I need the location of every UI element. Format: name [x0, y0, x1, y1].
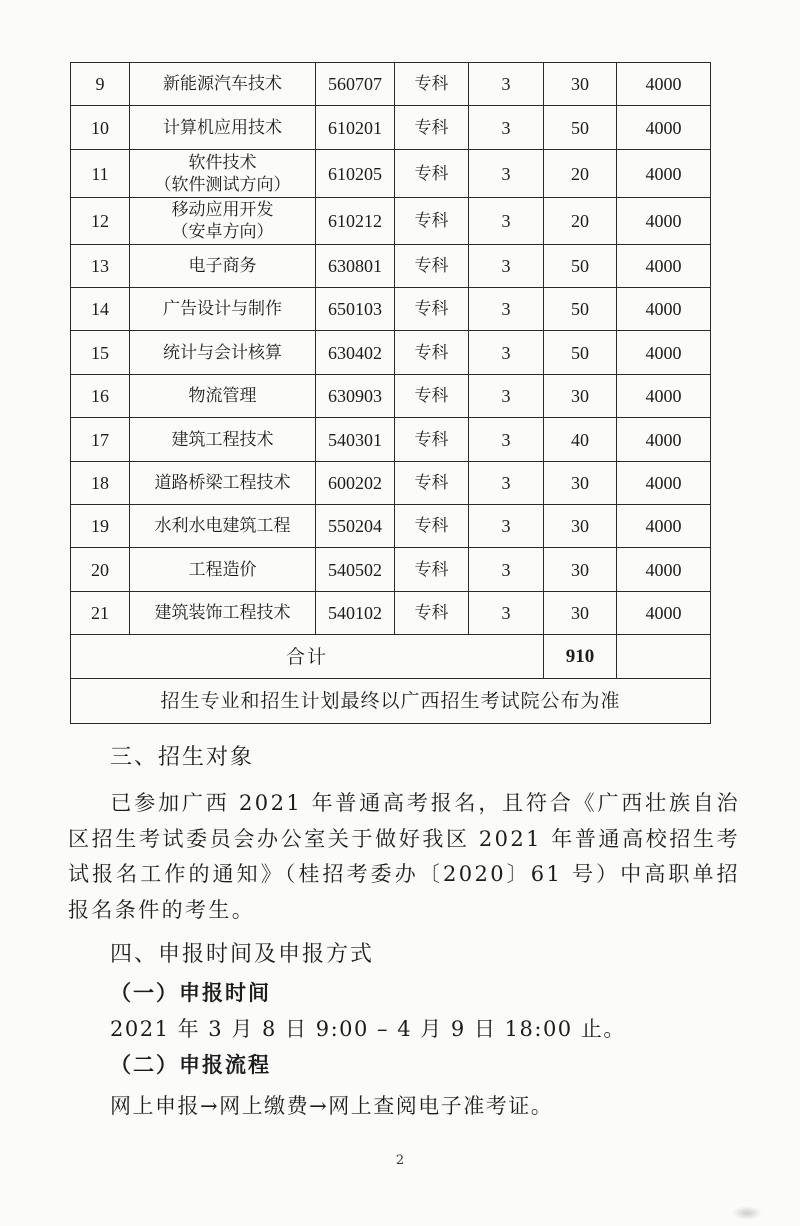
- plan-count-cell: 30: [544, 548, 617, 592]
- major-name-cell: [130, 150, 316, 198]
- tuition-cell: 4000: [617, 462, 711, 505]
- major-code-cell: 540502: [316, 548, 395, 592]
- major-code-cell: 550204: [316, 505, 395, 548]
- tuition-cell: 4000: [617, 505, 711, 548]
- years-cell: 3: [469, 505, 544, 548]
- plan-count-cell: 30: [544, 63, 617, 106]
- major-name-line: （软件测试方向）: [154, 174, 291, 195]
- section-4-title: 四、申报时间及申报方式: [110, 942, 375, 967]
- major-name-line: 新能源汽车技术: [163, 74, 282, 94]
- major-name-cell: [130, 106, 316, 150]
- level-cell: 专科: [395, 288, 469, 331]
- table-row: [71, 592, 711, 635]
- major-code-cell: 560707: [316, 63, 395, 106]
- major-name-line: 统计与会计核算: [163, 342, 282, 363]
- total-value: 910: [544, 635, 617, 679]
- years-cell: 3: [469, 106, 544, 150]
- major-code-cell: 610205: [316, 150, 395, 198]
- enrollment-plan-table: [70, 62, 711, 724]
- row-number-cell: 13: [71, 245, 130, 288]
- major-code-cell: 600202: [316, 462, 395, 505]
- table-row: [71, 548, 711, 592]
- plan-count-cell: 20: [544, 150, 617, 198]
- plan-count-cell: 30: [544, 505, 617, 548]
- major-name-line: 移动应用开发: [171, 200, 274, 220]
- row-number-cell: 19: [71, 505, 130, 548]
- level-cell: 专科: [395, 505, 469, 548]
- tuition-cell: 4000: [617, 150, 711, 198]
- plan-count-cell: 30: [544, 375, 617, 418]
- plan-count-cell: 50: [544, 245, 617, 288]
- tuition-cell: 4000: [617, 288, 711, 331]
- major-name-cell: [130, 331, 316, 375]
- level-cell: 专科: [395, 592, 469, 635]
- row-number-cell: 15: [71, 331, 130, 375]
- section-3-text: 已参加广西 2021 年普通高考报名，且符合《广西壮族自治区招生考试委员会办公室关于做好我区 2021 年普通高校招生考试报名工作的通知》（桂招考委办〔2020〕61 号）中高职单招报名条件的考生。: [68, 791, 740, 922]
- major-code-cell: 630402: [316, 331, 395, 375]
- years-cell: 3: [469, 288, 544, 331]
- major-name-line: 建筑工程技术: [171, 429, 274, 450]
- major-code-cell: 630801: [316, 245, 395, 288]
- major-name-cell: [130, 462, 316, 505]
- table-row: [71, 462, 711, 505]
- table-row: [71, 63, 711, 106]
- level-cell: 专科: [395, 375, 469, 418]
- plan-count-cell: 40: [544, 418, 617, 462]
- total-empty-cell: [617, 635, 711, 679]
- tuition-cell: 4000: [617, 331, 711, 375]
- major-name-line: 道路桥梁工程技术: [154, 473, 291, 493]
- row-number-cell: 11: [71, 150, 130, 198]
- level-cell: 专科: [395, 462, 469, 505]
- years-cell: 3: [469, 418, 544, 462]
- major-code-cell: 610212: [316, 198, 395, 245]
- major-name-line: 水利水电建筑工程: [154, 516, 291, 536]
- subsection-1-body: 2021 年 3 月 8 日 9:00 – 4 月 9 日 18:00 止。: [110, 1017, 626, 1041]
- major-code-cell: 540301: [316, 418, 395, 462]
- level-cell: 专科: [395, 331, 469, 375]
- section-3-title: 三、招生对象: [110, 745, 255, 770]
- major-name-cell: [130, 592, 316, 635]
- major-name-cell: [130, 198, 316, 245]
- tuition-cell: 4000: [617, 418, 711, 462]
- tuition-cell: 4000: [617, 375, 711, 418]
- major-name-line: 工程造价: [188, 559, 257, 580]
- subsection-1-title: （一）申报时间: [110, 980, 271, 1005]
- tuition-cell: 4000: [617, 245, 711, 288]
- major-name-cell: [130, 548, 316, 592]
- years-cell: 3: [469, 375, 544, 418]
- years-cell: 3: [469, 63, 544, 106]
- row-number-cell: 16: [71, 375, 130, 418]
- years-cell: 3: [469, 245, 544, 288]
- major-name-line: 电子商务: [188, 256, 257, 276]
- years-cell: 3: [469, 331, 544, 375]
- row-number-cell: 18: [71, 462, 130, 505]
- level-cell: 专科: [395, 548, 469, 592]
- plan-count-cell: 50: [544, 288, 617, 331]
- table-row: [71, 375, 711, 418]
- major-name-line: （安卓方向）: [171, 222, 274, 242]
- major-name-cell: [130, 63, 316, 106]
- major-code-cell: 540102: [316, 592, 395, 635]
- plan-count-cell: 30: [544, 592, 617, 635]
- table-row: [71, 150, 711, 198]
- page-number: 2: [395, 1153, 405, 1168]
- subsection-2-title: （二）申报流程: [110, 1052, 271, 1077]
- tuition-cell: 4000: [617, 592, 711, 635]
- table-body: [71, 63, 711, 635]
- table-row: [71, 331, 711, 375]
- major-name-cell: [130, 288, 316, 331]
- scan-smudge: [732, 1206, 762, 1220]
- major-name-cell: [130, 418, 316, 462]
- major-name-line: 建筑装饰工程技术: [154, 603, 291, 623]
- tuition-cell: 4000: [617, 548, 711, 592]
- level-cell: 专科: [395, 106, 469, 150]
- row-number-cell: 17: [71, 418, 130, 462]
- level-cell: 专科: [395, 418, 469, 462]
- major-name-line: 广告设计与制作: [163, 299, 282, 319]
- level-cell: 专科: [395, 198, 469, 245]
- table-row: [71, 198, 711, 245]
- major-name-cell: [130, 375, 316, 418]
- table-row: [71, 505, 711, 548]
- major-name-line: 物流管理: [188, 386, 257, 406]
- major-name-cell: [130, 505, 316, 548]
- major-code-cell: 630903: [316, 375, 395, 418]
- table-row: [71, 288, 711, 331]
- row-number-cell: 21: [71, 592, 130, 635]
- major-code-cell: 650103: [316, 288, 395, 331]
- total-label: 合计: [71, 635, 544, 679]
- tuition-cell: 4000: [617, 63, 711, 106]
- table-note: 招生专业和招生计划最终以广西招生考试院公布为准: [71, 679, 711, 724]
- major-name-cell: [130, 245, 316, 288]
- major-code-cell: 610201: [316, 106, 395, 150]
- row-number-cell: 12: [71, 198, 130, 245]
- tuition-cell: 4000: [617, 198, 711, 245]
- table-row: [71, 245, 711, 288]
- plan-count-cell: 50: [544, 106, 617, 150]
- level-cell: 专科: [395, 150, 469, 198]
- note-row: [71, 679, 711, 724]
- years-cell: 3: [469, 198, 544, 245]
- section-3-body: [68, 786, 740, 928]
- row-number-cell: 10: [71, 106, 130, 150]
- level-cell: 专科: [395, 245, 469, 288]
- years-cell: 3: [469, 150, 544, 198]
- years-cell: 3: [469, 462, 544, 505]
- years-cell: 3: [469, 592, 544, 635]
- row-number-cell: 9: [71, 63, 130, 106]
- row-number-cell: 20: [71, 548, 130, 592]
- years-cell: 3: [469, 548, 544, 592]
- plan-count-cell: 30: [544, 462, 617, 505]
- table-row: [71, 418, 711, 462]
- level-cell: 专科: [395, 63, 469, 106]
- major-name-line: 软件技术: [188, 152, 257, 173]
- plan-count-cell: 20: [544, 198, 617, 245]
- row-number-cell: 14: [71, 288, 130, 331]
- subsection-2-body: 网上申报→网上缴费→网上查阅电子准考证。: [110, 1094, 554, 1118]
- major-name-line: 计算机应用技术: [163, 117, 282, 138]
- tuition-cell: 4000: [617, 106, 711, 150]
- total-row: [71, 635, 711, 679]
- plan-count-cell: 50: [544, 331, 617, 375]
- table-row: [71, 106, 711, 150]
